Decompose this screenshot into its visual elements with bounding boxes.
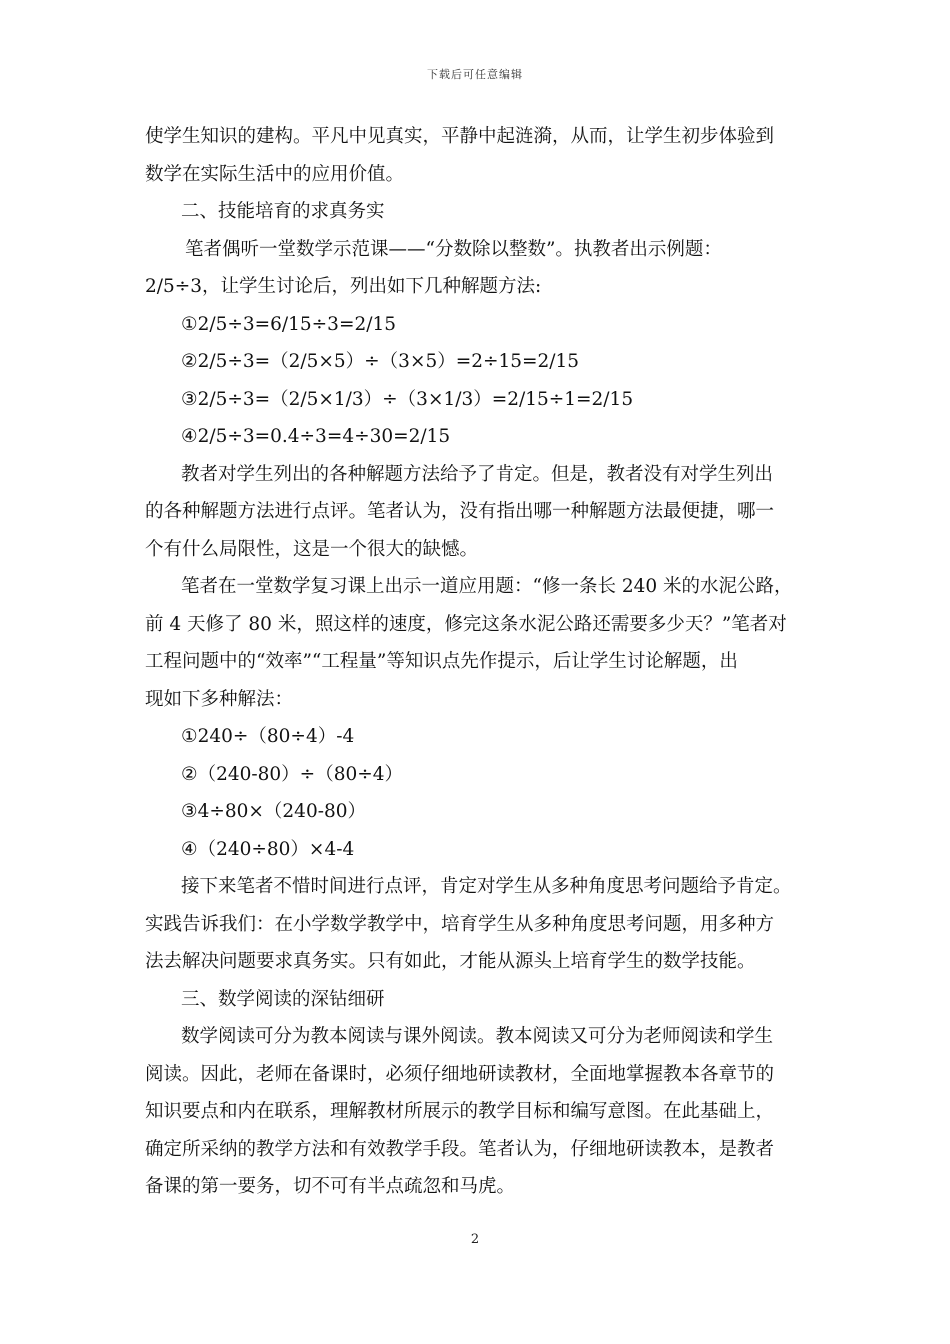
body-line: 使学生知识的建构。平凡中见真实，平静中起涟漪，从而，让学生初步体验到	[145, 126, 775, 147]
formula-line: ④2/5÷3=0.4÷3=4÷30=2/15	[181, 426, 451, 447]
body-line: 教者对学生列出的各种解题方法给予了肯定。但是，教者没有对学生列出	[181, 463, 774, 485]
formula-line: ②2/5÷3=（2/5×5）÷（3×5）=2÷15=2/15	[181, 351, 580, 372]
body-line: 2/5÷3，让学生讨论后，列出如下几种解题方法:	[145, 276, 542, 297]
body-line: 工程问题中的“效率”“工程量”等知识点先作提示，后让学生讨论解题，出	[145, 651, 738, 672]
body-line: 数学在实际生活中的应用价值。	[145, 163, 405, 185]
section-heading: 三、数学阅读的深钻细研	[181, 988, 385, 1010]
section-heading: 二、技能培育的求真务实	[181, 201, 385, 222]
formula-line: ③4÷80×（240-80）	[181, 801, 367, 822]
formula-line: ②（240-80）÷（80÷4）	[181, 763, 404, 785]
page-header: 下载后可任意编辑	[427, 68, 523, 81]
formula-line: ①2/5÷3=6/15÷3=2/15	[181, 313, 396, 335]
document-body	[145, 118, 813, 1206]
body-line: 备课的第一要务，切不可有半点疏忽和马虎。	[145, 1176, 516, 1197]
body-line: 实践告诉我们：在小学数学教学中，培育学生从多种角度思考问题，用多种方	[145, 913, 775, 935]
body-line: 现如下多种解法：	[145, 688, 294, 710]
formula-line: ③2/5÷3=（2/5×1/3）÷（3×1/3）=2/15÷1=2/15	[181, 388, 634, 410]
body-line: 笔者在一堂数学复习课上出示一道应用题：“修一条长 240 米的水泥公路，	[181, 576, 793, 597]
body-line: 法去解决问题要求真务实。只有如此，才能从源头上培育学生的数学技能。	[145, 951, 756, 972]
body-line: 笔者偶听一堂数学示范课——“分数除以整数”。执教者出示例题：	[185, 238, 722, 260]
body-line: 个有什么局限性，这是一个很大的缺憾。	[145, 538, 479, 560]
page-number: 2	[470, 1232, 480, 1247]
formula-line: ④（240÷80）×4-4	[181, 838, 355, 860]
body-line: 阅读。因此，老师在备课时，必须仔细地研读教材，全面地掌握教本各章节的	[145, 1063, 775, 1085]
body-line: 接下来笔者不惜时间进行点评，肯定对学生从多种角度思考问题给予肯定。	[181, 876, 792, 897]
body-line: 前 4 天修了 80 米，照这样的速度，修完这条水泥公路还需要多少天？”笔者对	[145, 613, 787, 635]
body-line: 知识要点和内在联系，理解教材所展示的教学目标和编写意图。在此基础上，	[145, 1101, 775, 1122]
formula-line: ①240÷（80÷4）-4	[181, 726, 355, 747]
body-line: 数学阅读可分为教本阅读与课外阅读。教本阅读又可分为老师阅读和学生	[181, 1026, 774, 1047]
body-line: 的各种解题方法进行点评。笔者认为，没有指出哪一种解题方法最便捷，哪一	[145, 501, 775, 522]
body-line: 确定所采纳的教学方法和有效教学手段。笔者认为，仔细地研读教本，是教者	[145, 1138, 775, 1160]
